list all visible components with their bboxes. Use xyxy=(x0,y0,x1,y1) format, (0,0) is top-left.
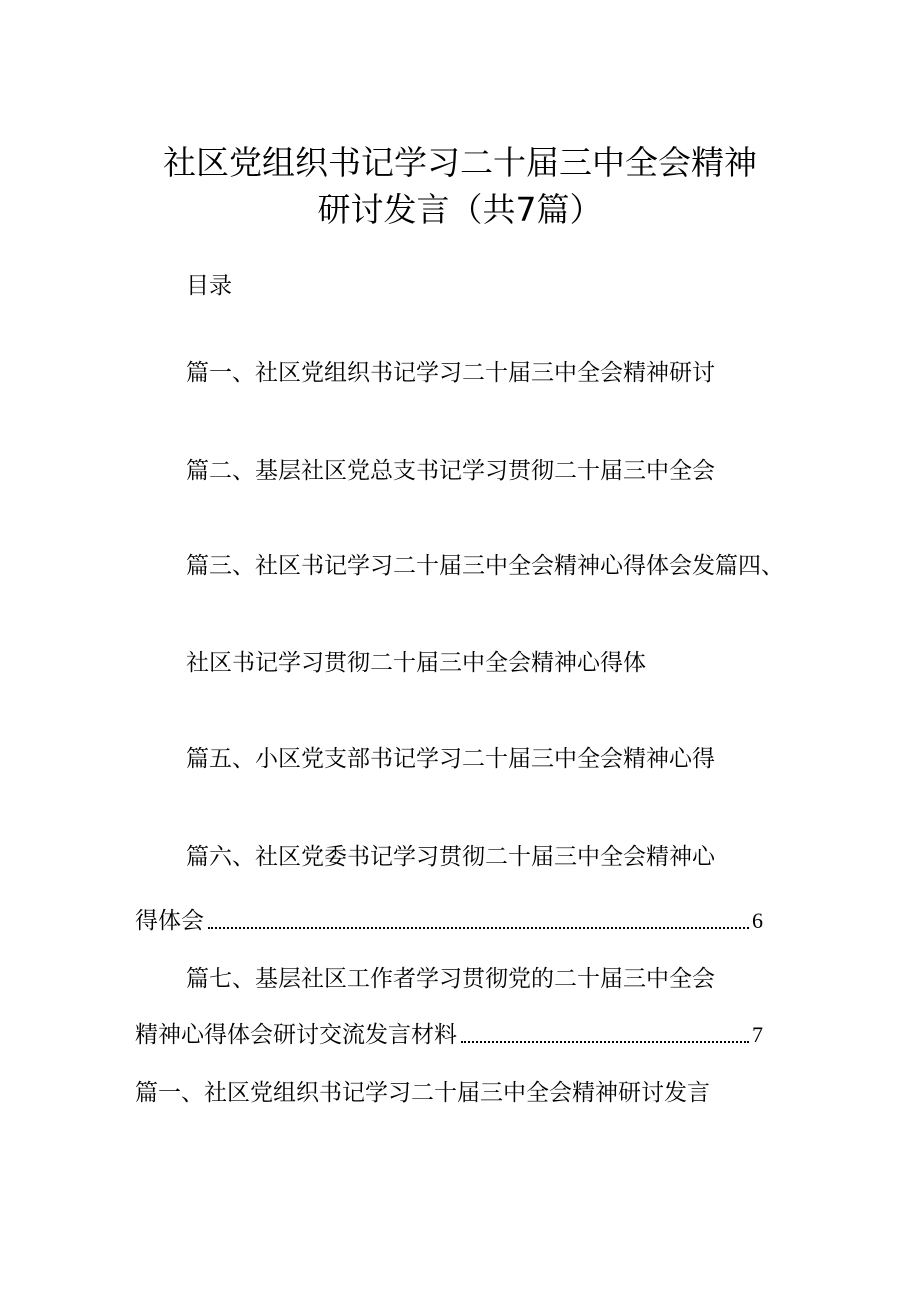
toc-item-7[interactable]: 篇七、基层社区工作者学习贯彻党的二十届三中全会 xyxy=(186,966,715,992)
toc-item-6-continuation[interactable] xyxy=(135,906,763,936)
section-heading: 篇一、社区党组织书记学习二十届三中全会精神研讨发言 xyxy=(135,1080,710,1106)
toc-item-4[interactable]: 社区书记学习贯彻二十届三中全会精神心得体 xyxy=(186,650,646,676)
toc-item-3[interactable]: 篇三、社区书记学习二十届三中全会精神心得体会发篇四、 xyxy=(186,553,784,579)
toc-heading: 目录 xyxy=(186,273,232,299)
toc-item-7-cont-text: 精神心得体会研讨交流发言材料 xyxy=(135,1022,457,1048)
toc-dot-leader xyxy=(461,1041,749,1043)
toc-item-2[interactable]: 篇二、基层社区党总支书记学习贯彻二十届三中全会 xyxy=(186,458,715,484)
doc-title-line1: 社区党组织书记学习二十届三中全会精神 xyxy=(163,143,757,182)
toc-page-number: 7 xyxy=(752,1022,763,1047)
toc-item-5[interactable]: 篇五、小区党支部书记学习二十届三中全会精神心得 xyxy=(186,746,715,772)
toc-item-6-cont-text: 得体会 xyxy=(135,908,204,934)
toc-page-number: 6 xyxy=(752,908,763,933)
doc-title-line2: 研讨发言（共7篇） xyxy=(317,190,603,229)
toc-item-6[interactable]: 篇六、社区党委书记学习贯彻二十届三中全会精神心 xyxy=(186,844,715,870)
toc-item-1[interactable]: 篇一、社区党组织书记学习二十届三中全会精神研讨 xyxy=(186,360,715,386)
toc-dot-leader xyxy=(208,927,749,929)
toc-item-7-continuation[interactable] xyxy=(135,1020,763,1050)
